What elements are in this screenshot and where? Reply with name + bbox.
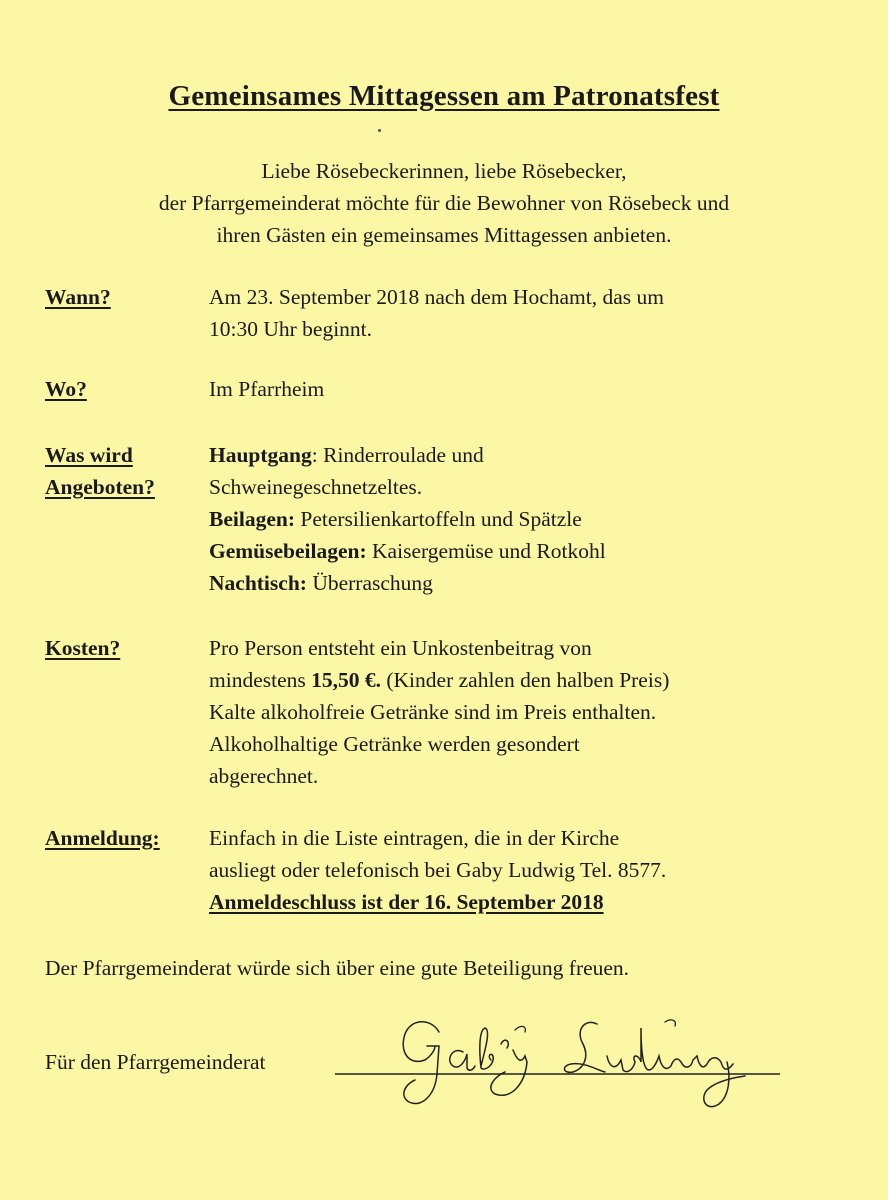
section-content bbox=[209, 822, 829, 918]
intro-paragraph bbox=[30, 155, 858, 251]
text-line: Im Pfarrheim bbox=[209, 377, 325, 401]
section-content bbox=[209, 439, 829, 599]
deadline-notice: Anmeldeschluss ist der 16. September 2018 bbox=[209, 890, 604, 914]
text-line: Alkoholhaltige Getränke werden gesondert bbox=[209, 732, 580, 756]
signature-caption: Für den Pfarrgemeinderat bbox=[45, 1050, 266, 1074]
menu-item-label: Hauptgang bbox=[209, 443, 312, 467]
menu-beilagen bbox=[209, 503, 829, 535]
menu-item-text: Kaisergemüse und Rotkohl bbox=[366, 539, 606, 563]
text-line: Am 23. September 2018 nach dem Hochamt, das um bbox=[209, 285, 664, 309]
menu-item-text: Petersilienkartoffeln und Spätzle bbox=[295, 507, 582, 531]
section-content bbox=[209, 373, 829, 405]
price-value: 15,50 €. bbox=[311, 668, 381, 692]
section-label: Wo? bbox=[45, 377, 87, 401]
closing-sentence: Der Pfarrgemeinderat würde sich über eine gute Beteiligung freuen. bbox=[45, 956, 630, 980]
section-label bbox=[45, 439, 155, 503]
handwritten-signature bbox=[335, 1000, 795, 1120]
section-content bbox=[209, 281, 829, 345]
text-line: Kalte alkoholfreie Getränke sind im Preis enthalten. bbox=[209, 700, 657, 724]
menu-item-text: Überraschung bbox=[306, 571, 433, 595]
menu-hauptgang bbox=[209, 439, 829, 471]
text-fragment: (Kinder zahlen den halben Preis) bbox=[381, 668, 670, 692]
menu-nachtisch bbox=[209, 567, 829, 599]
intro-line: der Pfarrgemeinderat möchte für die Bewohner von Rösebeck und bbox=[158, 191, 730, 215]
section-label: Kosten? bbox=[45, 636, 121, 660]
text-line: Einfach in die Liste eintragen, die in der Kirche bbox=[209, 826, 620, 850]
text-line: abgerechnet. bbox=[209, 764, 319, 788]
speck-mark bbox=[378, 129, 381, 132]
menu-item-label: Gemüsebeilagen: bbox=[209, 539, 367, 563]
menu-gemuese bbox=[209, 535, 829, 567]
menu-item-label: Beilagen: bbox=[209, 507, 295, 531]
intro-line: ihren Gästen ein gemeinsames Mittagessen anbieten. bbox=[216, 223, 672, 247]
section-label: Anmeldung: bbox=[45, 826, 160, 850]
text-line: ausliegt oder telefonisch bei Gaby Ludwig Tel. 8577. bbox=[209, 858, 667, 882]
text-line: Pro Person entsteht ein Unkostenbeitrag von bbox=[209, 636, 592, 660]
menu-item-label: Nachtisch: bbox=[209, 571, 307, 595]
section-label: Wann? bbox=[45, 285, 111, 309]
page-title: Gemeinsames Mittagessen am Patronatsfest bbox=[168, 80, 720, 112]
intro-line: Liebe Rösebeckerinnen, liebe Rösebecker, bbox=[261, 159, 627, 183]
text-line bbox=[209, 664, 829, 696]
menu-item-text: Schweinegeschnetzeltes. bbox=[209, 475, 423, 499]
label-line: Was wird bbox=[45, 443, 133, 467]
menu-item-text: : Rinderroulade und bbox=[311, 443, 484, 467]
label-line: Angeboten? bbox=[45, 475, 155, 499]
section-content bbox=[209, 632, 829, 792]
text-fragment: mindestens bbox=[209, 668, 312, 692]
text-line: 10:30 Uhr beginnt. bbox=[209, 317, 373, 341]
